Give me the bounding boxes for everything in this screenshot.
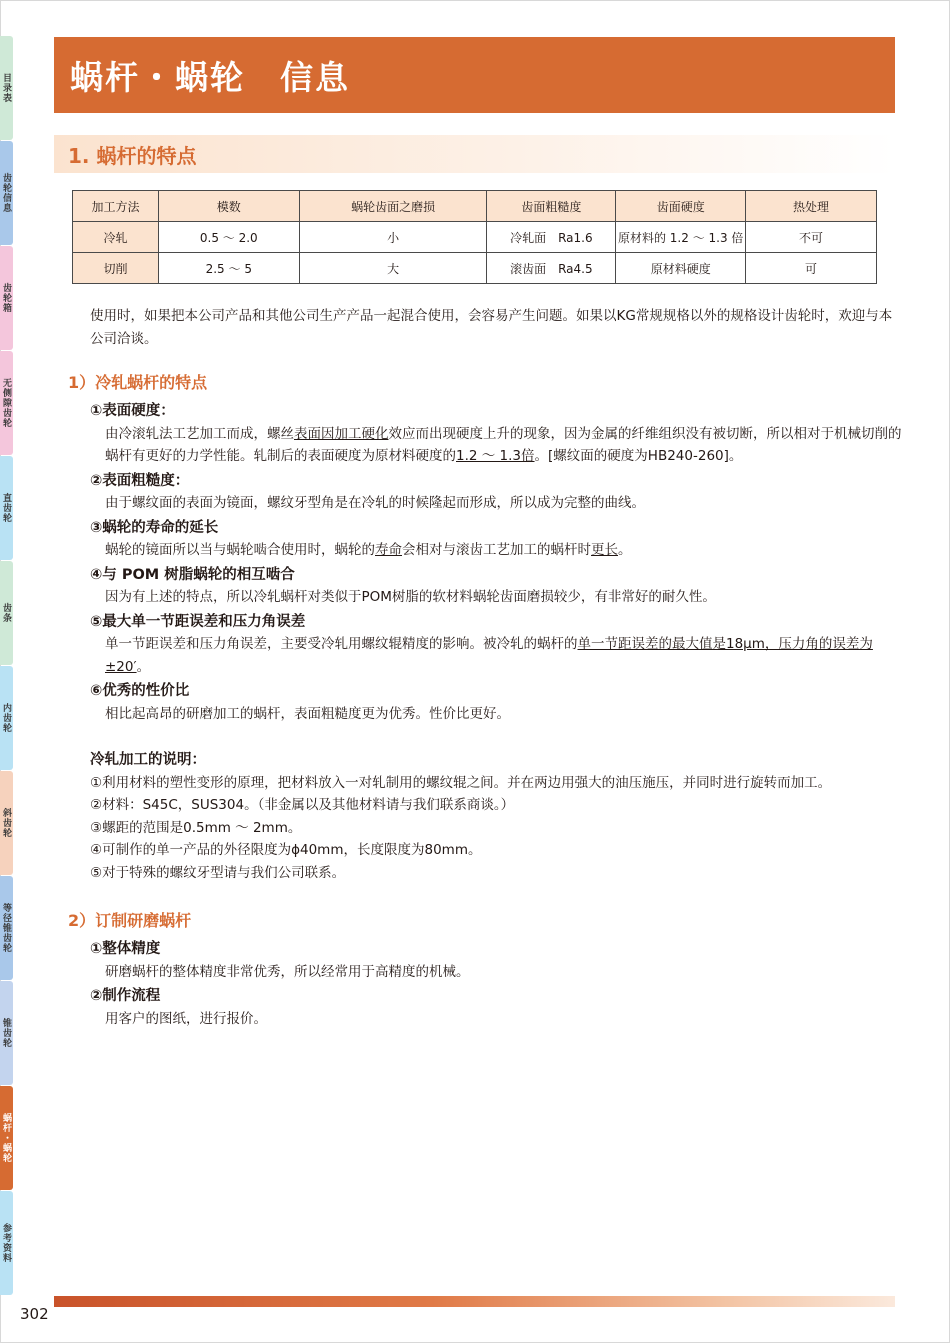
- text-run: 由于螺纹面的表面为镜面，螺纹牙型角是在冷轧的时候隆起而形成，所以成为完整的曲线。: [105, 495, 645, 511]
- item-title-pitch-error: ⑤最大单一节距误差和压力角误差: [90, 613, 306, 630]
- item-body-cost-performance: [90, 703, 902, 726]
- section-header: [54, 135, 895, 173]
- underlined-text: 寿命: [375, 542, 402, 558]
- side-tab-label: 目录表: [1, 73, 11, 103]
- table-cell: 滚齿面 Ra4.5: [487, 253, 616, 284]
- worm-spec-table: [72, 190, 877, 284]
- underlined-text: 更长: [591, 542, 618, 558]
- item-title-surface-hardness: ①表面硬度：: [90, 403, 175, 419]
- text-run: 单一节距误差和压力角误差，主要受冷轧用螺纹辊精度的影响。被冷轧的蜗杆的: [105, 636, 578, 652]
- side-tab-label: 无侧隙齿轮: [1, 378, 11, 428]
- side-tab-label: 等径锥齿轮: [1, 903, 11, 953]
- side-tab-backlashless[interactable]: [0, 351, 13, 455]
- item-title-overall-precision: ①整体精度: [90, 941, 161, 957]
- footer-bar: [54, 1296, 895, 1307]
- text-run: 。[螺纹面的硬度为HB240-260]。: [534, 448, 743, 464]
- item-body-surface-hardness: [90, 423, 902, 468]
- text-run: 因为有上述的特点，所以冷轧蜗杆对类似于POM树脂的软材料蜗轮齿面磨损较少，有非常好的耐久性。: [105, 589, 716, 605]
- item-title-life-extension: ③蜗轮的寿命的延长: [90, 519, 219, 536]
- text-run: 蜗轮的镜面所以当与蜗轮啮合使用时，蜗轮的: [105, 542, 375, 558]
- item-body-pom-mesh: [90, 586, 902, 609]
- cold-roll-note-line: ⑤对于特殊的螺纹牙型请与我们公司联系。: [90, 864, 346, 881]
- side-tab-internal-gear[interactable]: [0, 666, 13, 770]
- cold-roll-note-line: ④可制作的单一产品的外径限度为ϕ40mm，长度限度为80mm。: [90, 842, 482, 858]
- section-title: 1. 蜗杆的特点: [68, 143, 197, 168]
- table-header-cell: 齿面粗糙度: [487, 191, 616, 222]
- item-title-production-flow: ②制作流程: [90, 988, 161, 1004]
- table-cell: 冷轧面 Ra1.6: [487, 222, 616, 253]
- item-body-surface-roughness: [90, 492, 902, 515]
- underlined-text: 1.2 ～ 1.3倍: [456, 448, 535, 464]
- side-tab-reference[interactable]: [0, 1191, 13, 1295]
- underlined-text: 单一节距误差的最大值是18μm，压力角的误差为±20′: [105, 636, 873, 675]
- main-content: [68, 305, 902, 1030]
- side-index-tabs: [0, 36, 41, 1296]
- cold-roll-note-title: 冷轧加工的说明：: [90, 752, 206, 768]
- item-body-life-extension: [90, 539, 902, 562]
- cold-roll-note-line: ③螺距的范围是0.5mm ～ 2mm。: [90, 819, 302, 836]
- side-tab-worm-gear[interactable]: [0, 1086, 13, 1190]
- text-run: 。: [618, 542, 632, 558]
- item-body-overall-precision: 研磨蜗杆的整体精度非常优秀，所以经常用于高精度的机械。: [105, 963, 470, 980]
- table-row: [73, 253, 877, 284]
- table-cell: 可: [746, 253, 877, 284]
- table-cell: 小: [299, 222, 487, 253]
- underlined-text: 表面因加工硬化: [294, 425, 389, 442]
- table-header-cell: 热处理: [746, 191, 877, 222]
- cold-roll-note-line: ①利用材料的塑性变形的原理，把材料放入一对轧制用的螺纹辊之间。并在两边用强大的油压施压，并同时进行旋转而加工。: [90, 774, 832, 791]
- table-cell: 冷轧: [73, 222, 159, 253]
- cold-roll-note-line: ②材料：S45C，SUS304。（非金属以及其他材料请与我们联系商谈。）: [90, 797, 515, 813]
- side-tab-contents[interactable]: [0, 36, 13, 140]
- subsection-title-ground-worm: 2）订制研磨蜗杆: [68, 911, 192, 930]
- side-tab-label: 齿条: [1, 603, 11, 623]
- item-title-pom-mesh: ④与 POM 树脂蜗轮的相互啮合: [90, 566, 295, 583]
- side-tab-gearbox[interactable]: [0, 246, 13, 350]
- table-cell: 不可: [746, 222, 877, 253]
- title-banner: [54, 37, 895, 113]
- side-tab-bevel-gear[interactable]: [0, 981, 13, 1085]
- table-cell: 原材料的 1.2 ～ 1.3 倍: [616, 222, 746, 253]
- subsection-title-cold-rolled: 1）冷轧蜗杆的特点: [68, 373, 208, 392]
- text-run: 效应而出现硬度上升的现象，因为金属的纤维组织没有被切断，所以相对于机械切削的蜗杆有更好的力学性能。轧制后的表面硬度为原材料硬度的: [105, 425, 902, 464]
- side-tab-label: 斜齿轮: [1, 808, 11, 838]
- table-header-row: [73, 191, 877, 222]
- side-tab-label: 齿轮信息: [1, 173, 11, 213]
- table-row: [73, 222, 877, 253]
- side-tab-label: 锥齿轮: [1, 1018, 11, 1048]
- table-header-cell: 加工方法: [73, 191, 159, 222]
- item-title-surface-roughness: ②表面粗糙度：: [90, 472, 190, 489]
- text-run: 相比起高昂的研磨加工的蜗杆，表面粗糙度更为优秀。性价比更好。: [105, 705, 510, 722]
- text-run: 会相对与滚齿工艺加工的蜗杆时: [402, 542, 591, 558]
- table-cell: 切削: [73, 253, 159, 284]
- text-run: 由冷滚轧法工艺加工而成，螺丝: [105, 425, 294, 442]
- side-tab-label: 齿轮箱: [1, 283, 11, 313]
- item-body-production-flow: 用客户的图纸，进行报价。: [105, 1010, 267, 1027]
- side-tab-label: 蜗杆・蜗轮: [1, 1113, 11, 1163]
- table-header-cell: 齿面硬度: [616, 191, 746, 222]
- side-tab-miter-gear[interactable]: [0, 876, 13, 980]
- text-run: 。: [136, 658, 151, 675]
- table-cell: 原材料硬度: [616, 253, 746, 284]
- table-cell: 大: [299, 253, 487, 284]
- item-body-pitch-error: [90, 633, 902, 678]
- side-tab-gear-info[interactable]: [0, 141, 13, 245]
- page-title: 蜗杆・蜗轮 信息: [70, 57, 350, 97]
- side-tab-label: 参考资料: [1, 1223, 11, 1263]
- table-header-cell: 蜗轮齿面之磨损: [299, 191, 487, 222]
- intro-paragraph: 使用时，如果把本公司产品和其他公司生产产品一起混合使用，会容易产生问题。如果以KG常规规格以外的规格设计齿轮时，欢迎与本公司洽谈。: [90, 308, 893, 347]
- side-tab-label: 直齿轮: [1, 493, 11, 523]
- side-tab-helical-gear[interactable]: [0, 771, 13, 875]
- table-cell: 2.5 ～ 5: [158, 253, 299, 284]
- table-cell: 0.5 ～ 2.0: [158, 222, 299, 253]
- page-number: 302: [20, 1305, 49, 1323]
- side-tab-spur-gear[interactable]: [0, 456, 13, 560]
- side-tab-label: 内齿轮: [1, 703, 11, 733]
- table-header-cell: 模数: [158, 191, 299, 222]
- item-title-cost-performance: ⑥优秀的性价比: [90, 683, 190, 699]
- side-tab-rack[interactable]: [0, 561, 13, 665]
